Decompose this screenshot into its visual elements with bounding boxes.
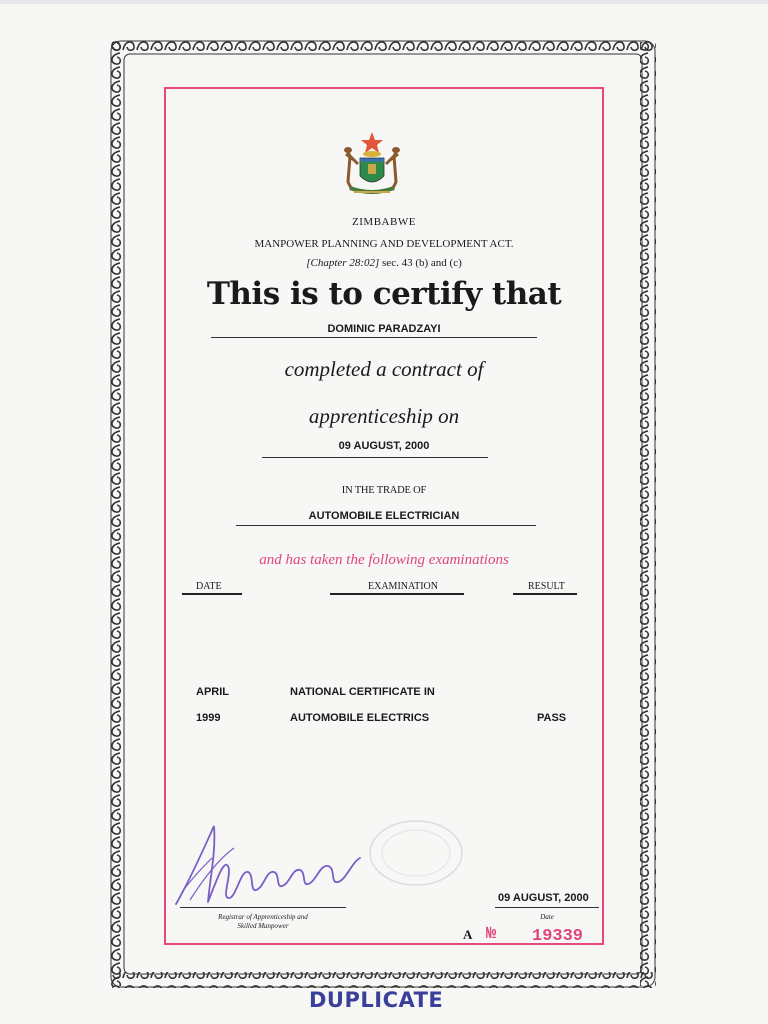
act-title: MANPOWER PLANNING AND DEVELOPMENT ACT. [254,238,514,250]
signature-line [180,907,346,908]
col-header-result: RESULT [528,581,565,592]
col-header-date: DATE [196,581,222,592]
apprenticeship-line: apprenticeship on [308,404,460,428]
chapter-reference [0,257,768,269]
exam-date-month: APRIL [196,686,229,698]
name-underline [211,337,537,338]
signed-date-line [495,907,599,908]
col-rule-examination [330,593,464,595]
chapter-italic: [Chapter 28:02] [306,257,380,269]
country-name: ZIMBABWE [352,216,416,228]
recipient-name: DOMINIC PARADZAYI [327,323,441,335]
trade-underline [236,525,536,526]
embossed-seal [366,818,466,888]
serial-number: 19339 [532,927,584,946]
col-header-examination: EXAMINATION [368,581,438,592]
registrar-signature [168,818,364,910]
date-label: Date [540,913,554,921]
col-rule-date [182,593,242,595]
exams-heading: and has taken the following examinations [259,552,509,568]
exam-name-line2: AUTOMOBILE ELECTRICS [290,712,430,724]
exam-result: PASS [537,712,567,724]
duplicate-stamp: DUPLICATE [309,988,444,1012]
certificate-heading: This is to certify that [206,276,562,312]
exam-date-year: 1999 [196,712,221,724]
date-underline [262,457,488,458]
trade-name: AUTOMOBILE ELECTRICIAN [308,510,460,522]
serial-prefix: № [486,925,497,944]
registrar-title-line2: Skilled Manpower [237,922,289,930]
coat-of-arms-emblem [332,130,412,200]
registrar-title-line1: Registrar of Apprenticeship and [218,913,308,921]
registrar-title [188,913,338,931]
trade-label: IN THE TRADE OF [341,485,427,496]
serial-series: A [463,927,473,942]
completion-date: 09 AUGUST, 2000 [338,440,430,452]
col-rule-result [513,593,577,595]
exam-name-line1: NATIONAL CERTIFICATE IN [290,686,435,698]
completed-line: completed a contract of [284,357,484,381]
chapter-section: sec. 43 (b) and (c) [379,257,462,269]
scan-edge [0,0,768,4]
signed-date: 09 AUGUST, 2000 [498,892,589,904]
